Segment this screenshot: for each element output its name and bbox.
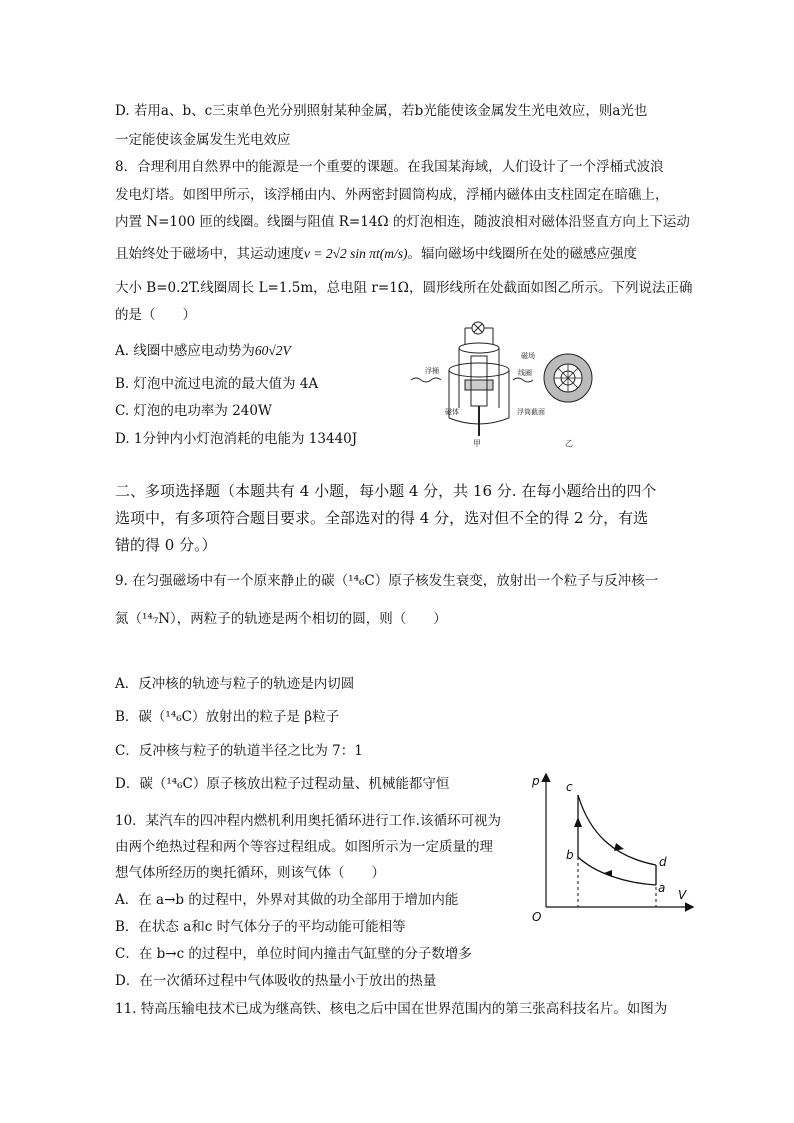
figure-label-yi: 乙 bbox=[565, 439, 573, 448]
q10-option-d: D．在一次循环过程中气体吸收的热量小于放出的热量 bbox=[115, 973, 437, 989]
q9-option-d: D．碳（¹⁴₆C）原子核放出粒子过程动量、机械能都守恒 bbox=[115, 776, 450, 792]
process-a-b bbox=[578, 857, 656, 885]
state-d-label: d bbox=[659, 855, 667, 869]
section2-heading-line2: 选项中，有多项符合题目要求。全部选对的得 4 分，选对但不全的得 2 分，有选 bbox=[115, 509, 649, 527]
q9-option-c: C．反冲核与粒子的轨道半径之比为 7：1 bbox=[115, 743, 363, 759]
q8-stem-text-a: 且始终处于磁场中，其运动速度 bbox=[115, 246, 304, 262]
q9-option-a: A．反冲核的轨迹与粒子的轨迹是内切圆 bbox=[115, 676, 355, 692]
q10-option-b: B．在状态 a和c 时气体分子的平均动能可能相等 bbox=[115, 919, 406, 935]
q10-stem-line3: 想气体所经历的奥托循环，则该气体（ ） bbox=[115, 865, 385, 881]
q8-stem-line4 bbox=[115, 245, 637, 263]
section2-heading-line3: 错的得 0 分。） bbox=[115, 536, 217, 554]
wave-left bbox=[411, 378, 441, 382]
state-c-label: c bbox=[566, 780, 573, 794]
q8-option-a bbox=[115, 342, 291, 360]
float-bucket-figure bbox=[405, 318, 595, 448]
q8-stem-line3: 内置 N=100 匝的线圈。线圈与阻值 R=14Ω 的灯泡相连，随波浪相对磁体沿竖直方向上下运动 bbox=[115, 214, 690, 230]
q8-option-a-text: A. 线圈中感应电动势为 bbox=[115, 343, 255, 359]
p-axis-label: p bbox=[532, 774, 540, 788]
otto-cycle-pv-diagram bbox=[520, 765, 700, 925]
q7-option-d-line2: 一定能使该金属发生光电效应 bbox=[115, 132, 291, 148]
state-a-label: a bbox=[658, 881, 666, 895]
q8-stem-line1: 8．合理利用自然界中的能源是一个重要的课题。在我国某海域，人们设计了一个浮桶式波浪 bbox=[115, 159, 664, 175]
section-label: 浮筒截面 bbox=[517, 408, 545, 416]
q8-option-a-formula: 60√2V bbox=[254, 343, 291, 358]
q9-option-b: B．碳（¹⁴₆C）放射出的粒子是 β粒子 bbox=[115, 709, 340, 725]
magnet-label: 磁体 bbox=[445, 408, 459, 416]
q9-stem-line1: 9. 在匀强磁场中有一个原来静止的碳（¹⁴₆C）原子核发生衰变，放射出一个粒子与反冲核一 bbox=[115, 573, 659, 589]
wave-right bbox=[513, 378, 533, 382]
field-label: 磁场 bbox=[521, 352, 535, 360]
q8-option-b: B. 灯泡中流过电流的最大值为 4A bbox=[115, 376, 319, 392]
figure-label-jia: 甲 bbox=[473, 439, 481, 448]
q10-stem-line1: 10．某汽车的四冲程内燃机利用奥托循环进行工作.该循环可视为 bbox=[115, 813, 501, 829]
q7-option-d-line1: D. 若用a、b、c三束单色光分别照射某种金属，若b光能使该金属发生光电效应，则a光也 bbox=[115, 103, 648, 119]
q8-stem-line2: 发电灯塔。如图甲所示，该浮桶由内、外两密封圆筒构成，浮桶内磁体由支柱固定在暗礁上， bbox=[115, 187, 669, 203]
q10-option-c: C．在 b→c 的过程中，单位时间内撞击气缸壁的分子数增多 bbox=[115, 946, 472, 962]
state-b-label: b bbox=[566, 848, 574, 862]
v-axis-label: V bbox=[678, 888, 687, 902]
q8-option-c: C. 灯泡的电功率为 240W bbox=[115, 403, 272, 419]
q10-option-a: A．在 a→b 的过程中，外界对其做的功全部用于增加内能 bbox=[115, 892, 459, 908]
q11-stem-line1: 11. 特高压输电技术已成为继高铁、核电之后中国在世界范围内的第三张高科技名片。如图为 bbox=[115, 1001, 668, 1017]
q8-stem-line6: 的是（ ） bbox=[115, 307, 196, 323]
float-label: 浮桶 bbox=[425, 367, 439, 375]
q9-stem-line2: 氮（¹⁴₇N），两粒子的轨迹是两个相切的圆，则（ ） bbox=[115, 611, 447, 627]
q10-stem-line2: 由两个绝热过程和两个等容过程组成。如图所示为一定质量的理 bbox=[115, 839, 493, 855]
q8-velocity-formula: v = 2√2 sin πt(m/s) bbox=[304, 246, 408, 261]
q8-stem-text-b: 。辐向磁场中线圈所在处的磁感应强度 bbox=[407, 246, 638, 262]
q8-option-d: D. 1分钟内小灯泡消耗的电能为 13440J bbox=[115, 431, 358, 447]
process-c-d bbox=[578, 795, 656, 865]
coil-label-text: 线圈 bbox=[518, 369, 532, 377]
q8-stem-line5: 大小 B=0.2T.线圈周长 L=1.5m，总电阻 r=1Ω，圆形线所在处截面如图乙所示。下列说法正确 bbox=[115, 280, 693, 296]
origin-label: O bbox=[532, 910, 542, 924]
coil-shape bbox=[465, 380, 493, 390]
section2-heading-line1: 二、多项选择题（本题共有 4 小题，每小题 4 分，共 16 分. 在每小题给出的四个 bbox=[115, 482, 657, 500]
